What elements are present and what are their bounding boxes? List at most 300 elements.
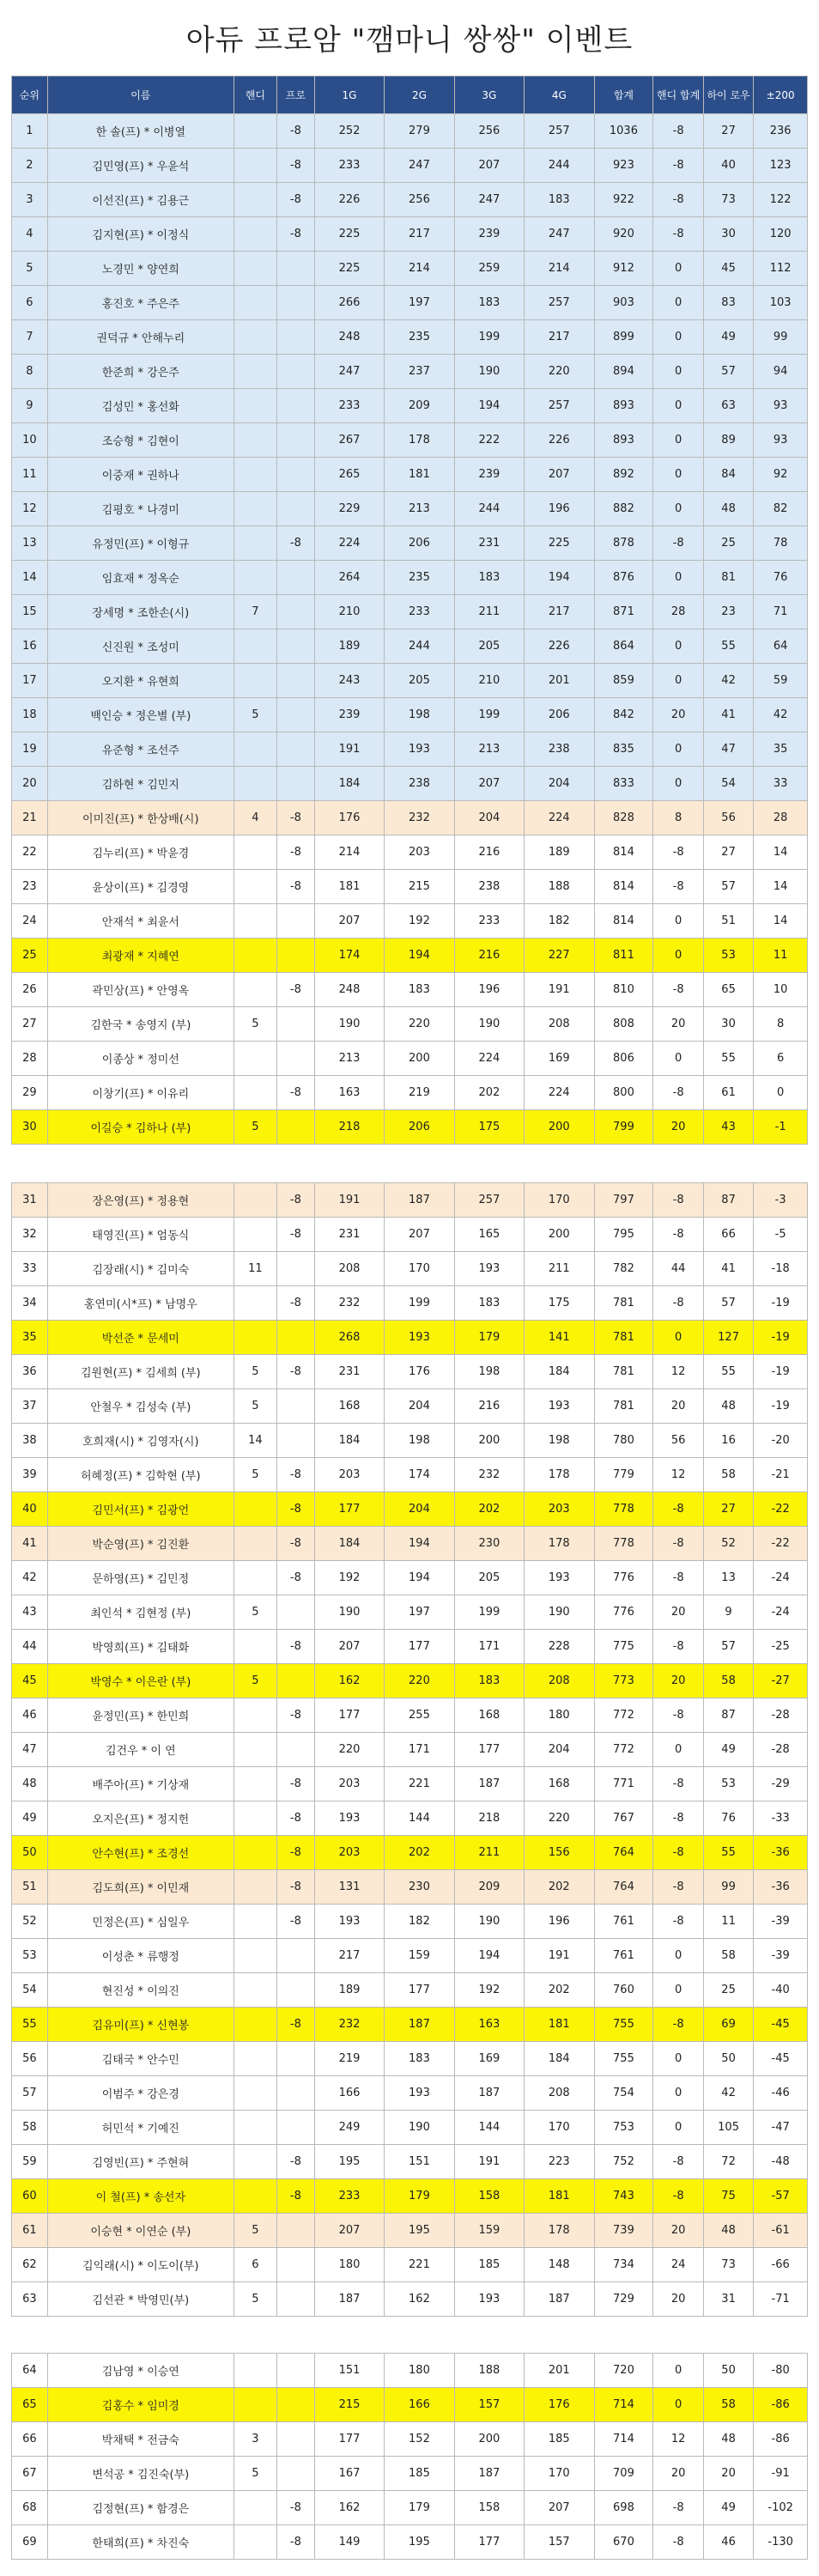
table-row (12, 149, 808, 183)
name-cell: 김지현(프) * 이정식 (47, 217, 234, 252)
game3-cell: 194 (454, 389, 524, 423)
rank-cell: 7 (12, 320, 48, 355)
rank-cell: 48 (12, 1767, 48, 1801)
rank-cell: 32 (12, 1218, 48, 1252)
game3-cell: 257 (454, 1183, 524, 1218)
handicap-total-cell: -8 (653, 217, 703, 252)
name-cell: 김장래(시) * 김미숙 (47, 1252, 234, 1286)
handicap-cell (234, 1905, 276, 1939)
handicap-cell (234, 1042, 276, 1076)
table-row (12, 1355, 808, 1389)
total-cell: 814 (594, 870, 653, 904)
diff-200-cell: -57 (754, 2179, 808, 2214)
pro-cell (276, 2214, 314, 2248)
table-row (12, 2422, 808, 2457)
high-low-cell: 49 (703, 320, 753, 355)
rank-cell: 35 (12, 1321, 48, 1355)
diff-200-cell: -46 (754, 2076, 808, 2111)
game3-cell: 200 (454, 2422, 524, 2457)
total-cell: 755 (594, 2008, 653, 2042)
table-row (12, 320, 808, 355)
handicap-cell (234, 664, 276, 698)
pro-cell (276, 423, 314, 458)
diff-200-cell: -19 (754, 1286, 808, 1321)
game2-cell: 198 (385, 1424, 454, 1458)
handicap-total-cell: 0 (653, 2076, 703, 2111)
name-cell: 이 철(프) * 송선자 (47, 2179, 234, 2214)
name-cell: 박영수 * 이은란 (부) (47, 1664, 234, 1698)
pro-cell (276, 252, 314, 286)
game4-cell: 194 (525, 561, 594, 595)
pro-cell: -8 (276, 973, 314, 1007)
total-cell: 797 (594, 1183, 653, 1218)
game3-cell: 199 (454, 1595, 524, 1630)
high-low-cell: 43 (703, 1110, 753, 1145)
game3-cell: 247 (454, 183, 524, 217)
game1-cell: 265 (314, 458, 384, 492)
game2-cell: 220 (385, 1664, 454, 1698)
handicap-total-cell: 12 (653, 2422, 703, 2457)
game1-cell: 217 (314, 1939, 384, 1973)
game2-cell: 193 (385, 1321, 454, 1355)
game1-cell: 232 (314, 2008, 384, 2042)
game4-cell: 180 (525, 1698, 594, 1733)
game3-cell: 224 (454, 1042, 524, 1076)
game2-cell: 185 (385, 2457, 454, 2491)
total-cell: 764 (594, 1836, 653, 1870)
table-row (12, 2354, 808, 2388)
game4-cell: 202 (525, 1973, 594, 2008)
table-row (12, 2525, 808, 2560)
pro-cell (276, 1007, 314, 1042)
high-low-cell: 41 (703, 1252, 753, 1286)
table-row (12, 2248, 808, 2282)
handicap-total-cell: 20 (653, 1595, 703, 1630)
name-cell: 이길승 * 김하나 (부) (47, 1110, 234, 1145)
col-header-rank: 순위 (12, 76, 48, 114)
pro-cell (276, 355, 314, 389)
game2-cell: 187 (385, 2008, 454, 2042)
diff-200-cell: -28 (754, 1733, 808, 1767)
pro-cell: -8 (276, 1836, 314, 1870)
game1-cell: 203 (314, 1767, 384, 1801)
high-low-cell: 48 (703, 1389, 753, 1424)
high-low-cell: 48 (703, 492, 753, 526)
handicap-cell (234, 2179, 276, 2214)
pro-cell (276, 767, 314, 801)
handicap-total-cell: 0 (653, 1973, 703, 2008)
table-row (12, 698, 808, 732)
game2-cell: 221 (385, 1767, 454, 1801)
high-low-cell: 48 (703, 2214, 753, 2248)
game4-cell: 204 (525, 1733, 594, 1767)
name-cell: 호희재(시) * 김영자(시) (47, 1424, 234, 1458)
table-row (12, 2111, 808, 2145)
diff-200-cell: 33 (754, 767, 808, 801)
diff-200-cell: 42 (754, 698, 808, 732)
rank-cell: 5 (12, 252, 48, 286)
game2-cell: 233 (385, 595, 454, 629)
game3-cell: 199 (454, 320, 524, 355)
game4-cell: 201 (525, 664, 594, 698)
high-low-cell: 11 (703, 1905, 753, 1939)
total-cell: 903 (594, 286, 653, 320)
handicap-cell (234, 1939, 276, 1973)
table-row (12, 1698, 808, 1733)
handicap-total-cell: 0 (653, 252, 703, 286)
game3-cell: 209 (454, 1870, 524, 1905)
game4-cell: 168 (525, 1767, 594, 1801)
game4-cell: 208 (525, 1664, 594, 1698)
rank-cell: 44 (12, 1630, 48, 1664)
pro-cell (276, 2457, 314, 2491)
table-row (12, 1939, 808, 1973)
diff-200-cell: 14 (754, 904, 808, 939)
game4-cell: 198 (525, 1424, 594, 1458)
game1-cell: 184 (314, 1527, 384, 1561)
game2-cell: 177 (385, 1630, 454, 1664)
name-cell: 최인석 * 김현정 (부) (47, 1595, 234, 1630)
diff-200-cell: -91 (754, 2457, 808, 2491)
col-header-handicap: 핸디 (234, 76, 276, 114)
pro-cell (276, 2282, 314, 2317)
diff-200-cell: 78 (754, 526, 808, 561)
table-row (12, 1007, 808, 1042)
handicap-total-cell: 0 (653, 423, 703, 458)
pro-cell (276, 1973, 314, 2008)
table-row (12, 1183, 808, 1218)
col-header-total: 합계 (594, 76, 653, 114)
pro-cell (276, 732, 314, 767)
game3-cell: 259 (454, 252, 524, 286)
game3-cell: 171 (454, 1630, 524, 1664)
game3-cell: 177 (454, 2525, 524, 2560)
diff-200-cell: -20 (754, 1424, 808, 1458)
name-cell: 김누리(프) * 박윤경 (47, 835, 234, 870)
table-row (12, 1905, 808, 1939)
pro-cell: -8 (276, 1630, 314, 1664)
game3-cell: 216 (454, 1389, 524, 1424)
game4-cell: 200 (525, 1110, 594, 1145)
handicap-total-cell: 20 (653, 2457, 703, 2491)
handicap-cell (234, 2145, 276, 2179)
diff-200-cell: -24 (754, 1561, 808, 1595)
game2-cell: 176 (385, 1355, 454, 1389)
pro-cell: -8 (276, 526, 314, 561)
high-low-cell: 55 (703, 1836, 753, 1870)
rank-cell: 69 (12, 2525, 48, 2560)
rank-cell: 51 (12, 1870, 48, 1905)
game4-cell: 257 (525, 114, 594, 149)
name-cell: 허민석 * 기예진 (47, 2111, 234, 2145)
pro-cell: -8 (276, 114, 314, 149)
pro-cell (276, 904, 314, 939)
game1-cell: 207 (314, 904, 384, 939)
game1-cell: 181 (314, 870, 384, 904)
name-cell: 민정은(프) * 심일우 (47, 1905, 234, 1939)
total-cell: 923 (594, 149, 653, 183)
handicap-cell: 5 (234, 1595, 276, 1630)
diff-200-cell: -19 (754, 1355, 808, 1389)
handicap-cell (234, 629, 276, 664)
col-header-diff-200: ±200 (754, 76, 808, 114)
game4-cell: 187 (525, 2282, 594, 2317)
high-low-cell: 76 (703, 1801, 753, 1836)
name-cell: 한태희(프) * 차진숙 (47, 2525, 234, 2560)
pro-cell (276, 1252, 314, 1286)
table-row (12, 801, 808, 835)
rank-cell: 56 (12, 2042, 48, 2076)
table-row (12, 732, 808, 767)
game2-cell: 204 (385, 1492, 454, 1527)
game2-cell: 166 (385, 2388, 454, 2422)
rank-cell: 63 (12, 2282, 48, 2317)
game3-cell: 144 (454, 2111, 524, 2145)
table-row (12, 561, 808, 595)
game4-cell: 170 (525, 1183, 594, 1218)
rank-cell: 22 (12, 835, 48, 870)
table-row (12, 1424, 808, 1458)
game1-cell: 215 (314, 2388, 384, 2422)
handicap-total-cell: 0 (653, 1939, 703, 1973)
name-cell: 이범주 * 강은경 (47, 2076, 234, 2111)
name-cell: 윤정민(프) * 한민희 (47, 1698, 234, 1733)
name-cell: 홍진호 * 주은주 (47, 286, 234, 320)
handicap-total-cell: 20 (653, 2282, 703, 2317)
pro-cell: -8 (276, 870, 314, 904)
high-low-cell: 25 (703, 1973, 753, 2008)
handicap-cell (234, 767, 276, 801)
diff-200-cell: -40 (754, 1973, 808, 2008)
pro-cell: -8 (276, 1492, 314, 1527)
diff-200-cell: 103 (754, 286, 808, 320)
game4-cell: 189 (525, 835, 594, 870)
game3-cell: 238 (454, 870, 524, 904)
high-low-cell: 66 (703, 1218, 753, 1252)
game3-cell: 213 (454, 732, 524, 767)
game2-cell: 215 (385, 870, 454, 904)
name-cell: 김영빈(프) * 주현혀 (47, 2145, 234, 2179)
pro-cell: -8 (276, 2145, 314, 2179)
diff-200-cell: -1 (754, 1110, 808, 1145)
game3-cell: 158 (454, 2491, 524, 2525)
table-row (12, 1733, 808, 1767)
pro-cell: -8 (276, 1355, 314, 1389)
handicap-cell: 5 (234, 2457, 276, 2491)
table-row (12, 1561, 808, 1595)
game4-cell: 227 (525, 939, 594, 973)
name-cell: 현진성 * 이의진 (47, 1973, 234, 2008)
game3-cell: 205 (454, 629, 524, 664)
name-cell: 홍연미(시*프) * 남명우 (47, 1286, 234, 1321)
game3-cell: 239 (454, 458, 524, 492)
game1-cell: 174 (314, 939, 384, 973)
table-row (12, 2491, 808, 2525)
diff-200-cell: -48 (754, 2145, 808, 2179)
pro-cell (276, 286, 314, 320)
diff-200-cell: 11 (754, 939, 808, 973)
total-cell: 859 (594, 664, 653, 698)
table-row (12, 2214, 808, 2248)
game4-cell: 175 (525, 1286, 594, 1321)
game2-cell: 232 (385, 801, 454, 835)
name-cell: 김민영(프) * 우윤석 (47, 149, 234, 183)
game4-cell: 204 (525, 767, 594, 801)
name-cell: 백인승 * 정은별 (부) (47, 698, 234, 732)
total-cell: 772 (594, 1733, 653, 1767)
name-cell: 유정민(프) * 이형규 (47, 526, 234, 561)
high-low-cell: 54 (703, 767, 753, 801)
handicap-total-cell: 20 (653, 1389, 703, 1424)
game4-cell: 244 (525, 149, 594, 183)
high-low-cell: 40 (703, 149, 753, 183)
diff-200-cell: 6 (754, 1042, 808, 1076)
game2-cell: 187 (385, 1183, 454, 1218)
table-row (12, 1595, 808, 1630)
rank-cell: 31 (12, 1183, 48, 1218)
name-cell: 이중재 * 권하나 (47, 458, 234, 492)
high-low-cell: 61 (703, 1076, 753, 1110)
game1-cell: 267 (314, 423, 384, 458)
handicap-cell (234, 1973, 276, 2008)
table-row (12, 2457, 808, 2491)
game4-cell: 185 (525, 2422, 594, 2457)
rank-cell: 1 (12, 114, 48, 149)
handicap-total-cell: 0 (653, 767, 703, 801)
game3-cell: 196 (454, 973, 524, 1007)
game2-cell: 206 (385, 526, 454, 561)
game4-cell: 224 (525, 1076, 594, 1110)
game1-cell: 249 (314, 2111, 384, 2145)
game4-cell: 220 (525, 1801, 594, 1836)
diff-200-cell: 14 (754, 870, 808, 904)
handicap-total-cell: 0 (653, 389, 703, 423)
total-cell: 808 (594, 1007, 653, 1042)
rank-cell: 66 (12, 2422, 48, 2457)
handicap-total-cell: 20 (653, 698, 703, 732)
total-cell: 778 (594, 1492, 653, 1527)
diff-200-cell: 92 (754, 458, 808, 492)
name-cell: 김태국 * 안수민 (47, 2042, 234, 2076)
section-gap (0, 1145, 819, 1182)
rank-cell: 2 (12, 149, 48, 183)
name-cell: 신진원 * 조성미 (47, 629, 234, 664)
name-cell: 윤상이(프) * 김경영 (47, 870, 234, 904)
game3-cell: 207 (454, 149, 524, 183)
total-cell: 776 (594, 1561, 653, 1595)
game4-cell: 223 (525, 2145, 594, 2179)
total-cell: 761 (594, 1905, 653, 1939)
name-cell: 최광재 * 지혜연 (47, 939, 234, 973)
handicap-total-cell: 0 (653, 1733, 703, 1767)
handicap-cell (234, 1801, 276, 1836)
high-low-cell: 56 (703, 801, 753, 835)
pro-cell: -8 (276, 1801, 314, 1836)
handicap-cell: 6 (234, 2248, 276, 2282)
handicap-total-cell: -8 (653, 1905, 703, 1939)
game3-cell: 233 (454, 904, 524, 939)
diff-200-cell: -19 (754, 1389, 808, 1424)
handicap-cell (234, 973, 276, 1007)
rank-cell: 68 (12, 2491, 48, 2525)
handicap-cell (234, 1076, 276, 1110)
handicap-cell (234, 1183, 276, 1218)
game2-cell: 174 (385, 1458, 454, 1492)
game4-cell: 191 (525, 973, 594, 1007)
table-row (12, 1492, 808, 1527)
total-cell: 767 (594, 1801, 653, 1836)
game1-cell: 168 (314, 1389, 384, 1424)
name-cell: 장세명 * 조한손(시) (47, 595, 234, 629)
game1-cell: 229 (314, 492, 384, 526)
high-low-cell: 53 (703, 939, 753, 973)
total-cell: 764 (594, 1870, 653, 1905)
game1-cell: 226 (314, 183, 384, 217)
rank-cell: 34 (12, 1286, 48, 1321)
pro-cell: -8 (276, 801, 314, 835)
name-cell: 오지은(프) * 정지헌 (47, 1801, 234, 1836)
handicap-total-cell: 0 (653, 561, 703, 595)
game3-cell: 239 (454, 217, 524, 252)
table-row (12, 767, 808, 801)
game4-cell: 188 (525, 870, 594, 904)
game4-cell: 208 (525, 1007, 594, 1042)
table-row (12, 870, 808, 904)
total-cell: 739 (594, 2214, 653, 2248)
table-row (12, 526, 808, 561)
handicap-cell: 14 (234, 1424, 276, 1458)
name-cell: 안재석 * 최윤서 (47, 904, 234, 939)
game4-cell: 141 (525, 1321, 594, 1355)
col-header-game2: 2G (385, 76, 454, 114)
high-low-cell: 63 (703, 389, 753, 423)
diff-200-cell: -3 (754, 1183, 808, 1218)
pro-cell (276, 561, 314, 595)
diff-200-cell: -29 (754, 1767, 808, 1801)
diff-200-cell: 93 (754, 423, 808, 458)
table-row (12, 904, 808, 939)
pro-cell (276, 664, 314, 698)
game1-cell: 193 (314, 1905, 384, 1939)
diff-200-cell: -66 (754, 2248, 808, 2282)
pro-cell (276, 2042, 314, 2076)
diff-200-cell: -22 (754, 1527, 808, 1561)
table-section-3 (12, 2354, 808, 2560)
diff-200-cell: 112 (754, 252, 808, 286)
diff-200-cell: 14 (754, 835, 808, 870)
diff-200-cell: -39 (754, 1905, 808, 1939)
game3-cell: 191 (454, 2145, 524, 2179)
handicap-total-cell: -8 (653, 1527, 703, 1561)
total-cell: 773 (594, 1664, 653, 1698)
handicap-total-cell: -8 (653, 1076, 703, 1110)
name-cell: 유준형 * 조선주 (47, 732, 234, 767)
name-cell: 박채택 * 전금숙 (47, 2422, 234, 2457)
handicap-cell (234, 114, 276, 149)
handicap-total-cell: -8 (653, 2491, 703, 2525)
handicap-total-cell: 0 (653, 286, 703, 320)
game4-cell: 190 (525, 1595, 594, 1630)
diff-200-cell: -19 (754, 1321, 808, 1355)
game2-cell: 170 (385, 1252, 454, 1286)
table-row (12, 2042, 808, 2076)
name-cell: 오지환 * 유현희 (47, 664, 234, 698)
table-row (12, 183, 808, 217)
game2-cell: 195 (385, 2214, 454, 2248)
pro-cell (276, 1664, 314, 1698)
handicap-cell (234, 183, 276, 217)
game3-cell: 207 (454, 767, 524, 801)
